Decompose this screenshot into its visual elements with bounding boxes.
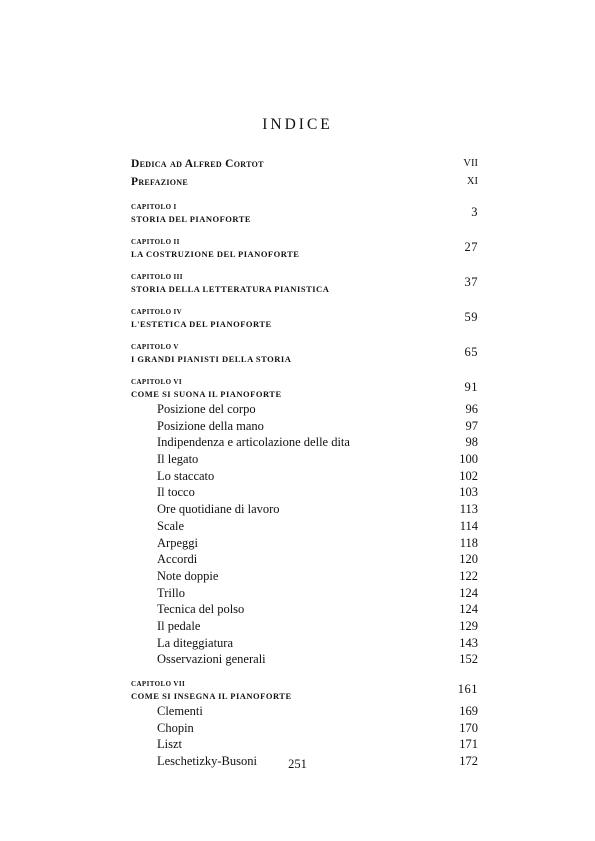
chapter-page: 37 <box>464 275 478 289</box>
page-number: 251 <box>288 757 307 771</box>
chapter-number: CAPITOLO IV <box>131 308 183 316</box>
section-label: Il tocco <box>157 485 195 500</box>
toc-entry-page: VII <box>463 158 478 169</box>
section-label: Il legato <box>157 452 199 467</box>
section-page: 152 <box>459 652 478 667</box>
section-page: 100 <box>459 452 478 467</box>
section-label: Leschetizky-Busoni <box>157 754 257 769</box>
section-page: 96 <box>465 402 478 416</box>
section-entry <box>131 703 478 720</box>
chapter-block-3 <box>131 272 478 296</box>
section-page: 120 <box>459 552 478 567</box>
section-entry <box>131 451 478 468</box>
section-page: 172 <box>459 754 478 769</box>
chapter-title: STORIA DEL PIANOFORTE <box>131 214 252 224</box>
section-entry <box>131 501 478 518</box>
section-page: 102 <box>459 468 478 483</box>
chapter-page: 27 <box>464 240 478 254</box>
table-of-contents <box>131 155 478 770</box>
chapter-number: CAPITOLO VII <box>131 680 186 688</box>
section-entry <box>131 484 478 501</box>
chapter-number: CAPITOLO III <box>131 273 183 281</box>
chapter-title: COME SI INSEGNA IL PIANOFORTE <box>131 691 292 701</box>
section-page: 114 <box>459 518 478 533</box>
section-entry <box>131 434 478 451</box>
chapter-block-5 <box>131 342 478 366</box>
section-page: 122 <box>459 568 478 583</box>
chapter-page: 65 <box>464 345 478 359</box>
chapter-page: 161 <box>457 682 478 696</box>
section-entry <box>131 618 478 635</box>
section-page: 170 <box>459 720 478 735</box>
page-title: INDICE <box>262 116 333 133</box>
chapter-number: CAPITOLO I <box>131 203 177 211</box>
section-label: Liszt <box>157 737 182 752</box>
section-page: 97 <box>465 418 478 433</box>
chapter-title: L'ESTETICA DEL PIANOFORTE <box>131 319 272 329</box>
section-label: Accordi <box>157 552 198 567</box>
chapter-page: 91 <box>464 380 478 394</box>
chapter-block-6 <box>131 377 478 668</box>
section-label: Arpeggi <box>157 535 198 550</box>
section-label: Tecnica del polso <box>157 602 245 617</box>
section-page: 113 <box>459 502 478 517</box>
toc-entry-page: XI <box>466 176 478 187</box>
chapter-block-4 <box>131 307 478 331</box>
section-label: Note doppie <box>157 568 219 583</box>
section-label: Clementi <box>157 704 203 718</box>
chapter-title: I GRANDI PIANISTI DELLA STORIA <box>131 354 292 364</box>
section-page: 98 <box>465 435 478 450</box>
chapter-block-1 <box>131 202 478 226</box>
section-page: 124 <box>459 585 478 600</box>
chapter-block-2 <box>131 237 478 261</box>
section-label: La diteggiatura <box>157 635 234 650</box>
section-label: Ore quotidiane di lavoro <box>157 502 280 517</box>
section-label: Posizione del corpo <box>157 402 256 416</box>
section-entry <box>131 568 478 585</box>
section-entry <box>131 651 478 668</box>
section-entry <box>131 720 478 737</box>
chapter-page: 3 <box>471 205 478 219</box>
section-label: Indipendenza e articolazione delle dita <box>157 435 350 450</box>
section-entry <box>131 401 478 418</box>
section-label: Chopin <box>157 720 194 735</box>
chapter-number: CAPITOLO V <box>131 343 179 351</box>
section-entry <box>131 468 478 485</box>
section-entry <box>131 635 478 652</box>
section-label: Lo staccato <box>157 468 215 483</box>
section-page: 171 <box>459 737 478 752</box>
section-label: Osservazioni generali <box>157 652 266 667</box>
chapter-page: 59 <box>464 310 478 324</box>
section-entry <box>131 585 478 602</box>
toc-entry-label: Dedica ad Alfred Cortot <box>131 158 264 170</box>
section-entry <box>131 518 478 535</box>
chapter-number: CAPITOLO II <box>131 238 180 246</box>
section-page: 143 <box>459 635 478 650</box>
section-page: 169 <box>459 704 478 718</box>
section-page: 124 <box>459 602 478 617</box>
chapter-title: STORIA DELLA LETTERATURA PIANISTICA <box>131 284 330 294</box>
section-label: Scale <box>157 518 185 533</box>
section-page: 103 <box>459 485 478 500</box>
section-entry <box>131 418 478 435</box>
section-entry <box>131 535 478 552</box>
section-entry <box>131 601 478 618</box>
toc-entry-dedica <box>131 155 478 173</box>
section-page: 129 <box>459 618 478 633</box>
toc-entry-prefazione <box>131 173 478 191</box>
section-label: Posizione della mano <box>157 418 264 433</box>
section-page: 118 <box>459 535 478 550</box>
section-label: Il pedale <box>157 618 201 633</box>
chapter-number: CAPITOLO VI <box>131 378 183 386</box>
chapter-title: LA COSTRUZIONE DEL PIANOFORTE <box>131 249 300 259</box>
chapter-title: COME SI SUONA IL PIANOFORTE <box>131 389 282 399</box>
toc-entry-label: Prefazione <box>131 176 188 188</box>
section-entry <box>131 551 478 568</box>
section-label: Trillo <box>157 585 186 600</box>
section-entry <box>131 736 478 753</box>
